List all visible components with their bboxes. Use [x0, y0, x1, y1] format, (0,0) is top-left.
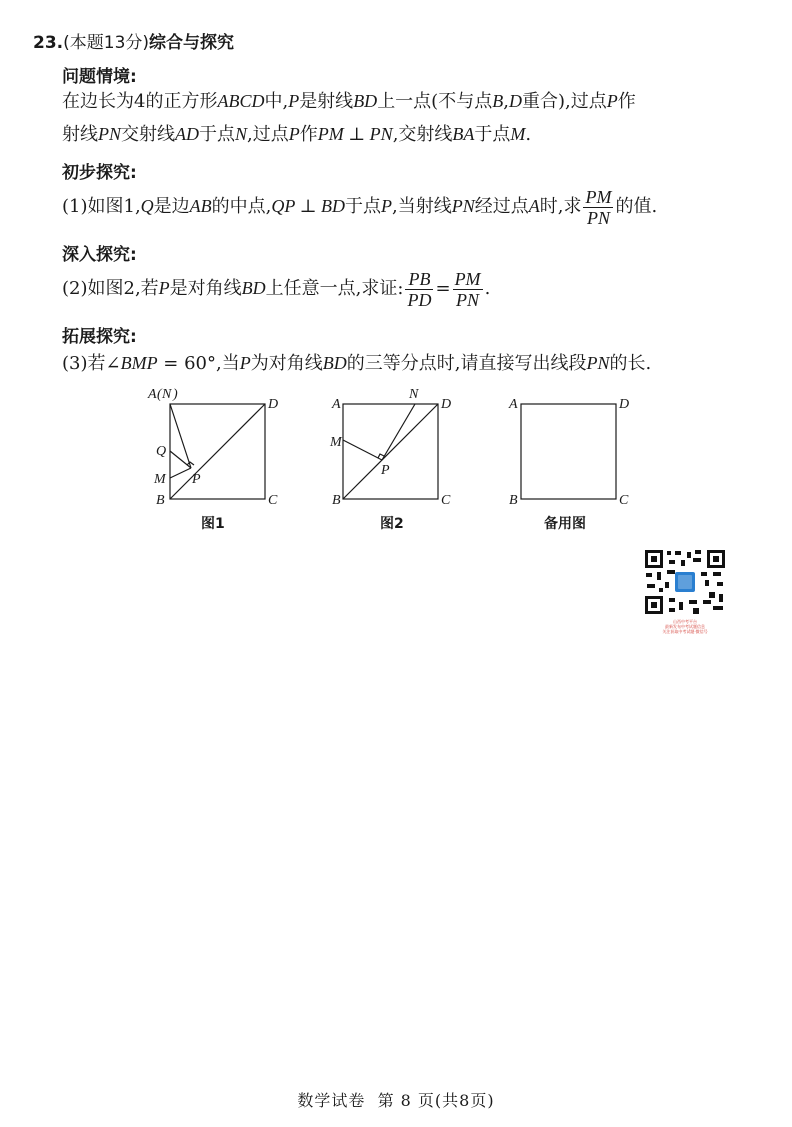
- fig1-label-d: D: [268, 397, 279, 412]
- fig1-label-p: P: [192, 472, 201, 487]
- math-run: AB: [189, 196, 212, 216]
- math-run: PM ⊥ PN: [317, 124, 393, 144]
- fraction-pm-pn: [453, 269, 483, 310]
- problem-header: [33, 28, 234, 53]
- text-run: 于点: [474, 124, 511, 145]
- text-run: .: [484, 278, 491, 299]
- fraction-pm-pn: [583, 187, 613, 228]
- deep-heading: 深入探究:: [62, 245, 137, 265]
- fig1-label-c: C: [268, 493, 278, 508]
- math-run: A: [528, 196, 540, 216]
- fig2-line-pm: [343, 440, 382, 460]
- fig2-label-a: A: [332, 397, 341, 412]
- fig3-caption: 备用图: [544, 516, 586, 532]
- fig1-right-angle-mark: [187, 462, 194, 465]
- fraction-denominator: PN: [586, 207, 610, 228]
- text-run: 的长.: [609, 353, 652, 374]
- fig1-caption: 图1: [201, 516, 225, 532]
- fig3-square: [521, 404, 616, 499]
- text-run: 上任意一点,求证:: [265, 278, 404, 299]
- math-run: P: [606, 91, 618, 111]
- fig3-label-d: D: [619, 397, 630, 412]
- fig2-diagonal-bd: [343, 404, 438, 499]
- fraction-denominator: PD: [407, 289, 432, 310]
- text-run: 于点: [199, 124, 236, 145]
- qr-caption-line: 关注获取中考试题·微信号: [662, 629, 708, 634]
- problem-points: (本题13分): [63, 33, 150, 53]
- fraction-denominator: PN: [456, 289, 480, 310]
- text-run: 经过点: [474, 196, 529, 217]
- math-run: BA: [452, 124, 475, 144]
- fig1-label-b: B: [156, 493, 165, 508]
- fraction-numerator: PB: [405, 269, 433, 290]
- text-run: 作: [299, 124, 318, 145]
- qr-caption: [640, 619, 730, 634]
- qr-block: [640, 548, 730, 634]
- text-run: 在边长为4的正方形: [62, 91, 218, 112]
- fig2-label-c: C: [441, 493, 451, 508]
- initial-heading: 初步探究:: [62, 163, 137, 183]
- fig3-label-b: B: [509, 493, 518, 508]
- math-run: P: [381, 196, 392, 216]
- math-run: P: [288, 124, 300, 144]
- text-run: 射线: [62, 124, 98, 145]
- math-run: BD: [322, 353, 347, 373]
- fig3-label-a: A: [509, 397, 518, 412]
- fig2-caption: 图2: [380, 516, 404, 532]
- equals-sign: =: [435, 278, 451, 299]
- situation-line-2: [62, 125, 531, 144]
- text-run: 是射线: [299, 91, 354, 112]
- text-run: 时,求: [539, 196, 582, 217]
- text-run: 交射线: [121, 124, 176, 145]
- fraction-numerator: PM: [585, 186, 612, 207]
- text-run: (1)如图1,: [62, 196, 141, 217]
- text-run: ,交射线: [392, 124, 453, 145]
- fig1-line-pm: [170, 468, 191, 478]
- qr-code-icon: [643, 548, 727, 616]
- fig1-label-m: M: [154, 472, 166, 487]
- text-run: 是对角线: [169, 278, 242, 299]
- problem-number: 23.: [33, 33, 64, 53]
- problem-title: 综合与探究: [149, 33, 235, 53]
- ext-heading: 拓展探究:: [62, 327, 137, 347]
- question-2: [62, 266, 490, 311]
- math-run: P: [288, 91, 300, 111]
- math-run: PN: [451, 196, 475, 216]
- math-run: BD: [241, 278, 266, 298]
- fig1-label-a: A: [148, 387, 157, 402]
- text-run: 作: [617, 91, 636, 112]
- math-run: BD: [353, 91, 378, 111]
- fig2-label-d: D: [441, 397, 452, 412]
- situation-heading: 问题情境:: [62, 67, 137, 87]
- fig2-label-m: M: [330, 435, 342, 450]
- math-run: PN: [98, 124, 122, 144]
- fig3-label-c: C: [619, 493, 629, 508]
- math-run: PN: [586, 353, 610, 373]
- math-run: B: [492, 91, 504, 111]
- question-1: [62, 184, 657, 229]
- math-run: Q: [140, 196, 154, 216]
- text-run: .: [525, 124, 532, 145]
- fig1-paren-close: ): [173, 387, 178, 402]
- text-run: 上一点(不与点: [377, 91, 493, 112]
- math-run: M: [510, 124, 526, 144]
- math-run: P: [158, 278, 170, 298]
- text-run: 的值.: [615, 196, 658, 217]
- text-run: ,: [503, 91, 509, 112]
- fig1-paren-open: (: [157, 387, 162, 402]
- fig1-line-pn: [170, 404, 191, 468]
- fig1-label-n: N: [162, 387, 172, 402]
- text-run: 的中点,: [211, 196, 272, 217]
- text-run: 中,: [264, 91, 289, 112]
- text-run: 的三等分点时,请直接写出线段: [346, 353, 587, 374]
- qr-caption-line: 最新发布中考试题信息: [665, 624, 705, 629]
- text-run: ,当射线: [392, 196, 452, 217]
- fraction-numerator: PM: [454, 268, 481, 289]
- fig1-diagonal-bd: [170, 404, 265, 499]
- fraction-pb-pd: [405, 269, 433, 310]
- math-run: ABCD: [217, 91, 265, 111]
- text-run: 重合),过点: [521, 91, 607, 112]
- fig1-label-q: Q: [156, 444, 167, 459]
- fig2-label-p: P: [381, 463, 390, 478]
- text-run: ,过点: [247, 124, 289, 145]
- math-run: N: [235, 124, 248, 144]
- fig2-label-n: N: [409, 387, 419, 402]
- page-footer: 数学试卷 第 8 页(共8页): [297, 1091, 495, 1110]
- situation-line-1: [62, 92, 636, 111]
- text-run: 为对角线: [250, 353, 323, 374]
- text-run: = 60°,当: [157, 353, 240, 374]
- math-run: AD: [175, 124, 200, 144]
- text-run: 于点: [345, 196, 381, 217]
- math-run: P: [239, 353, 251, 373]
- question-3: [62, 354, 651, 373]
- text-run: (2)如图2,若: [62, 278, 159, 299]
- text-run: (3)若∠: [62, 353, 121, 374]
- math-run: BMP: [120, 353, 158, 373]
- figures-svg: [140, 380, 660, 530]
- math-run: D: [508, 91, 522, 111]
- fig2-label-b: B: [332, 493, 341, 508]
- text-run: 是边: [153, 196, 190, 217]
- math-run: QP ⊥ BD: [271, 196, 345, 216]
- qr-caption-line: 山西中考平台: [673, 619, 697, 624]
